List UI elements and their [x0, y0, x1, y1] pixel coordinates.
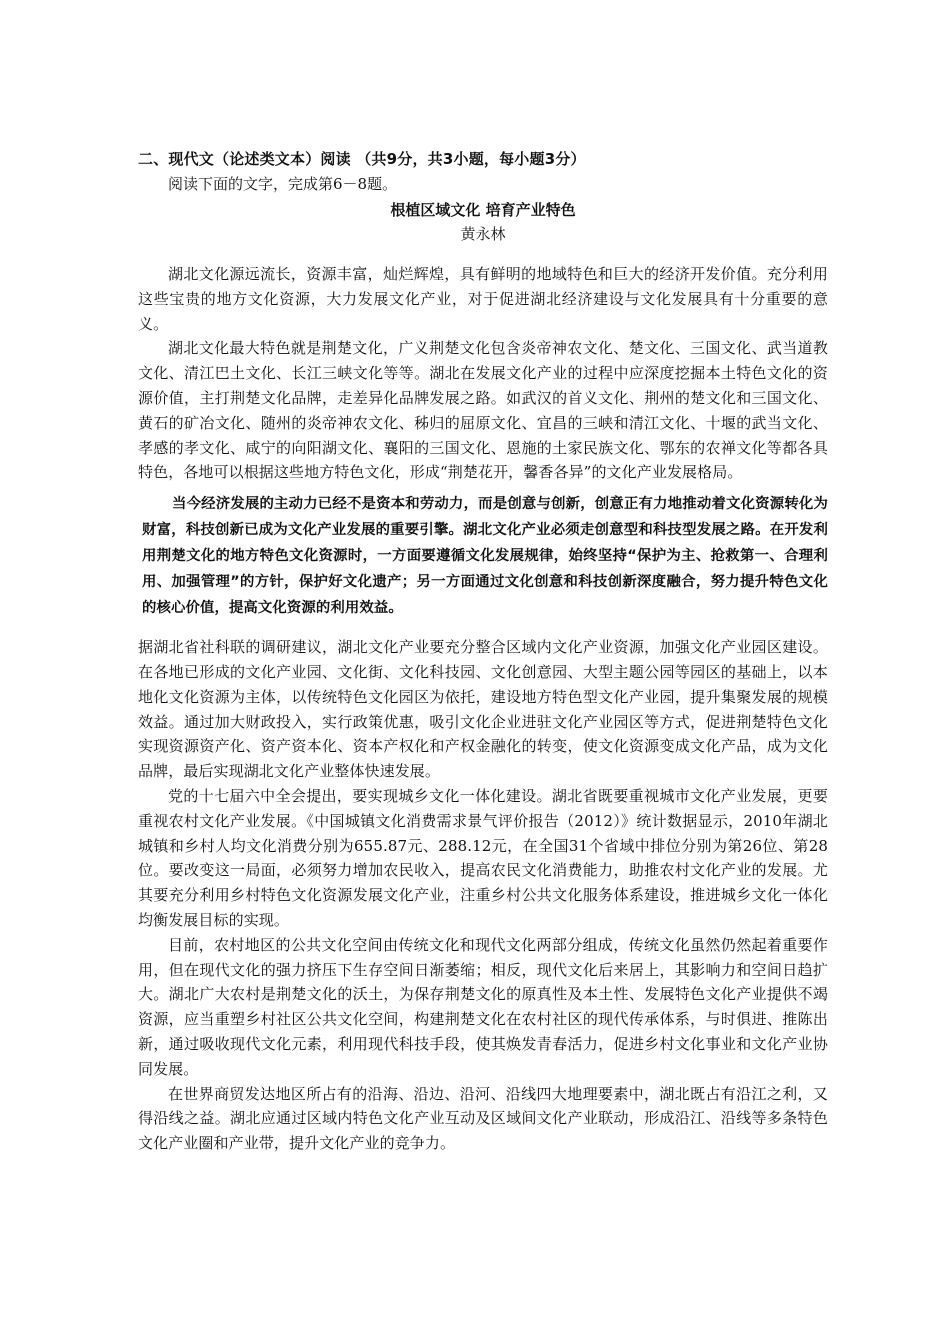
article-author: 黄永林: [460, 225, 506, 243]
paragraph-5: 党的十七届六中全会提出，要实现城乡文化一体化建设。湖北省既要重视城市文化产业发展，更要重视农村文化产业发展。《中国城镇文化消费需求景气评价报告（2012）》统计数据显示，2010年湖北城镇和乡村人均文化消费分别为655.87元、288.12元，在全国31个省域中排位分别为第26位、第28位。要改变这一局面，必须努力增加农民收入，提高农民文化消费能力，助推农村文化产业的发展。尤其要充分利用乡村特色文化资源发展文化产业，注重乡村公共文化服务体系建设，推进城乡文化一体化均衡发展目标的实现。: [138, 786, 828, 929]
section-heading: 二、现代文（论述类文本）阅读 （共9分，共3小题，每小题3分）: [138, 150, 586, 168]
document-page: [138, 148, 828, 1156]
paragraph-4: 据湖北省社科联的调研建议，湖北文化产业要充分整合区域内文化产业资源，加强文化产业园区建设。在各地已形成的文化产业园、文化街、文化科技园、文化创意园、大型主题公园等园区的基础上，以本地化文化资源为主体，以传统特色文化园区为依托，建设地方特色型文化产业园，提升集聚发展的规模效益。通过加大财政投入，实行政策优惠，吸引文化企业进驻文化产业园区等方式，促进荆楚特色文化实现资源资产化、资产资本化、资本产权化和产权金融化的转变，使文化资源变成文化产品，成为文化品牌，最后实现湖北文化产业整体快速发展。: [138, 638, 828, 781]
paragraph-1: 湖北文化源远流长，资源丰富，灿烂辉煌，具有鲜明的地域特色和巨大的经济开发价值。充分利用这些宝贵的地方文化资源，大力发展文化产业，对于促进湖北经济建设与文化发展具有十分重要的意义。: [138, 265, 828, 333]
paragraph-2: 湖北文化最大特色就是荆楚文化，广义荆楚文化包含炎帝神农文化、楚文化、三国文化、武当道教文化、清江巴土文化、长江三峡文化等等。湖北在发展文化产业的过程中应深度挖掘本土特色文化的资源价值，主打荆楚文化品牌，走差异化品牌发展之路。如武汉的首义文化、荆州的楚文化和三国文化、黄石的矿冶文化、随州的炎帝神农文化、秭归的屈原文化、宜昌的三峡和清江文化、十堰的武当文化、孝感的孝文化、咸宁的向阳湖文化、襄阳的三国文化、恩施的土家民族文化、鄂东的农禅文化等都各具特色，各地可以根据这些地方特色文化，形成“荆楚花开，馨香各异”的文化产业发展格局。: [138, 339, 828, 482]
paragraph-6: 目前，农村地区的公共文化空间由传统文化和现代文化两部分组成，传统文化虽然仍然起着重要作用，但在现代文化的强力挤压下生存空间日渐萎缩；相反，现代文化后来居上，其影响力和空间日趋扩大。湖北广大农村是荆楚文化的沃土，为保存荆楚文化的原真性及本土性、发展特色文化产业提供不竭资源，应当重塑乡村社区公共文化空间，构建荆楚文化在农村社区的现代传承体系，与时俱进、推陈出新，通过吸收现代文化元素，利用现代科技手段，使其焕发青春活力，促进乡村文化事业和文化产业协同发展。: [138, 935, 828, 1078]
paragraph-7: 在世界商贸发达地区所占有的沿海、沿边、沿河、沿线四大地理要素中，湖北既占有沿江之利，又得沿线之益。湖北应通过区域内特色文化产业互动及区域间文化产业联动，形成沿江、沿线等多条特色文化产业圈和产业带，提升文化产业的竞争力。: [138, 1084, 828, 1153]
article-title: 根植区域文化 培育产业特色: [390, 201, 576, 219]
paragraph-3: 当今经济发展的主动力已经不是资本和劳动力，而是创意与创新，创意正有力地推动着文化资源转化为财富，科技创新已成为文化产业发展的重要引擎。湖北文化产业必须走创意型和科技型发展之路。在开发利用荆楚文化的地方特色文化资源时，一方面要遵循文化发展规律，始终坚持“保护为主、抢救第一、合理利用、加强管理”的方针，保护好文化遗产；另一方面通过文化创意和科技创新深度融合，努力提升特色文化的核心价值，提高文化资源的利用效益。: [142, 496, 828, 617]
reading-instruction: 阅读下面的文字，完成第6－8题。: [168, 175, 398, 193]
